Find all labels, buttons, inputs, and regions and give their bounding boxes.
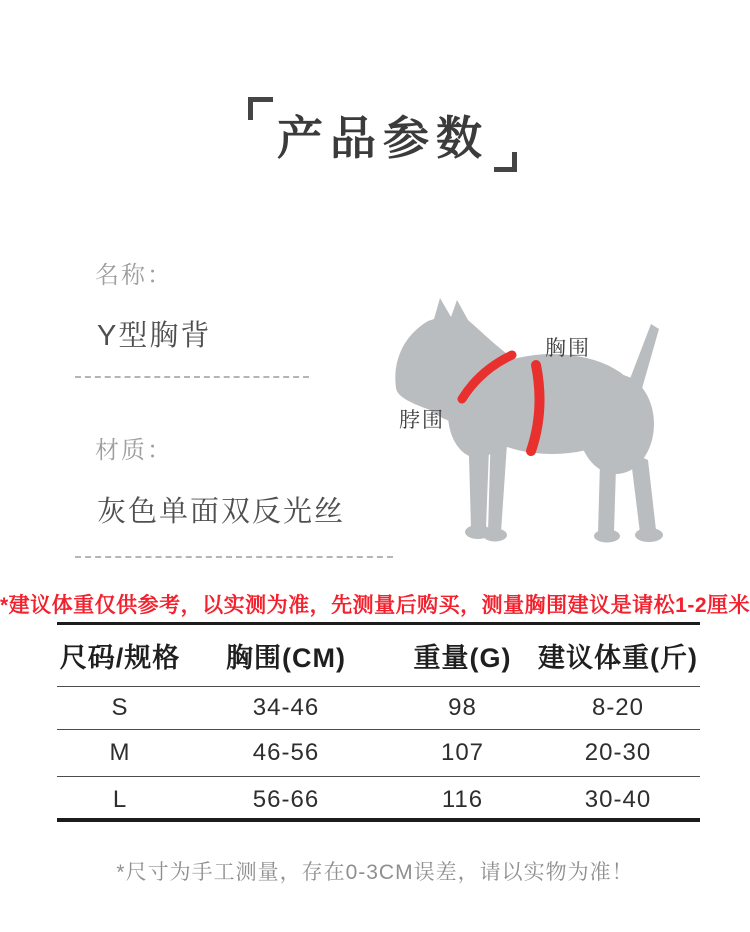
table-row	[57, 730, 700, 777]
dashed-divider	[75, 556, 393, 558]
size-warning-text: *建议体重仅供参考，以实测为准，先测量后购买，测量胸围建议是请松1-2厘米	[0, 594, 750, 617]
name-label: 名称：	[95, 262, 173, 289]
dog-measurement-diagram	[390, 292, 680, 552]
table-cell: M	[109, 739, 131, 766]
name-value: Y型胸背	[97, 320, 212, 352]
dog-tail-shape	[628, 324, 659, 392]
table-header-row	[57, 625, 700, 687]
column-header: 尺码/规格	[59, 643, 181, 673]
dog-hind-leg-shape	[598, 462, 616, 533]
bracket-top-left-icon	[248, 97, 273, 120]
column-header: 重量(G)	[413, 643, 512, 673]
table-cell: 20-30	[584, 739, 652, 766]
table-cell: 8-20	[591, 694, 645, 721]
dog-paw-shape	[483, 529, 507, 542]
dog-paw-shape	[635, 528, 663, 542]
size-spec-table	[57, 622, 700, 822]
table-row	[57, 687, 700, 730]
table-cell: 34-46	[252, 694, 320, 721]
dog-front-leg-shape	[468, 420, 490, 528]
table-cell: 46-56	[252, 739, 320, 766]
table-cell: 98	[448, 694, 477, 721]
material-value: 灰色单面双反光丝	[97, 496, 346, 528]
neck-girth-label: 脖围	[399, 409, 445, 432]
dog-paw-shape	[594, 530, 620, 543]
measurement-disclaimer: *尺寸为手工测量，存在0-3CM误差，请以实物为准！	[116, 861, 634, 884]
table-cell: 107	[440, 739, 485, 766]
chest-girth-label: 胸围	[545, 337, 591, 360]
dog-front-leg-shape	[488, 426, 508, 532]
table-row	[57, 777, 700, 822]
dashed-divider	[75, 376, 309, 378]
table-cell: 30-40	[584, 785, 652, 813]
column-header: 胸围(CM)	[226, 643, 346, 673]
material-label: 材质：	[95, 437, 173, 464]
column-header: 建议体重(斤)	[538, 643, 698, 673]
table-cell: 56-66	[252, 785, 320, 813]
dog-hind-leg-shape	[630, 452, 656, 533]
table-cell: 116	[441, 785, 484, 813]
table-cell: S	[111, 694, 129, 721]
bracket-bottom-right-icon	[494, 152, 517, 172]
table-cell: L	[112, 785, 128, 813]
page-title: 产品参数	[277, 112, 489, 164]
